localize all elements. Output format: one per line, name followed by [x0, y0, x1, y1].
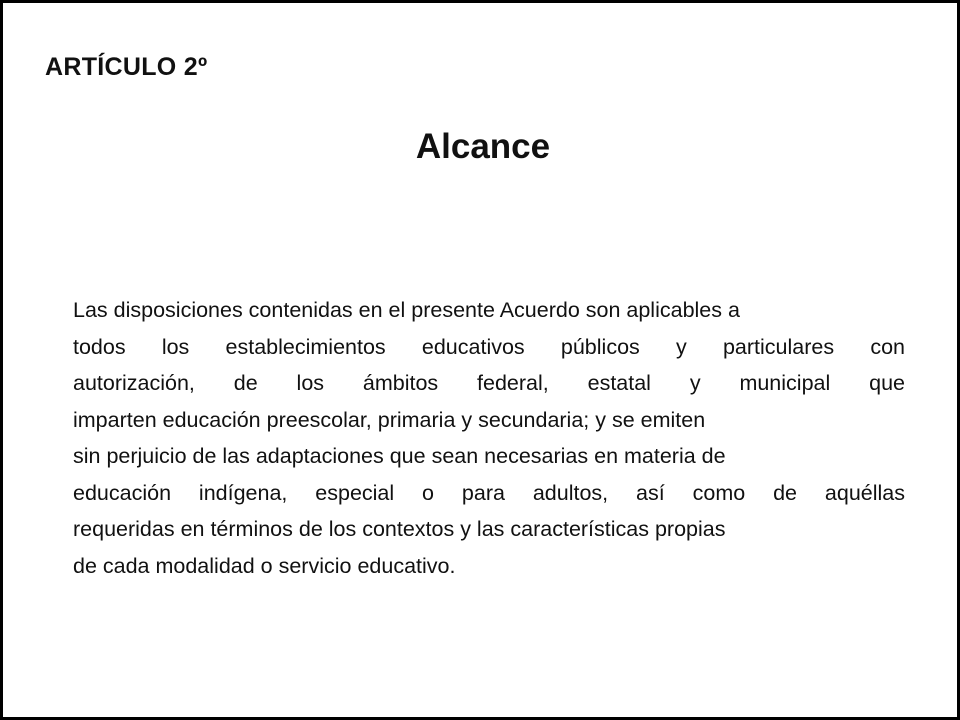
slide-title: Alcance [415, 127, 551, 166]
body-line: todos los establecimientos educativos públicos y particulares con [73, 334, 905, 359]
body-line: de cada modalidad o servicio educativo. [73, 553, 456, 578]
article-number-heading: ARTÍCULO 2º [45, 53, 208, 81]
body-line: Las disposiciones contenidas en el presente Acuerdo son aplicables a [73, 298, 740, 322]
body-line: autorización, de los ámbitos federal, estatal y municipal que [73, 371, 905, 395]
body-line: sin perjuicio de las adaptaciones que sean necesarias en materia de [73, 444, 726, 468]
body-line: imparten educación preescolar, primaria y secundaria; y se emiten [73, 407, 706, 432]
body-line: educación indígena, especial o para adultos, así como de aquéllas [73, 480, 905, 505]
body-paragraph [73, 292, 905, 584]
body-line: requeridas en términos de los contextos y las características propias [73, 517, 726, 541]
